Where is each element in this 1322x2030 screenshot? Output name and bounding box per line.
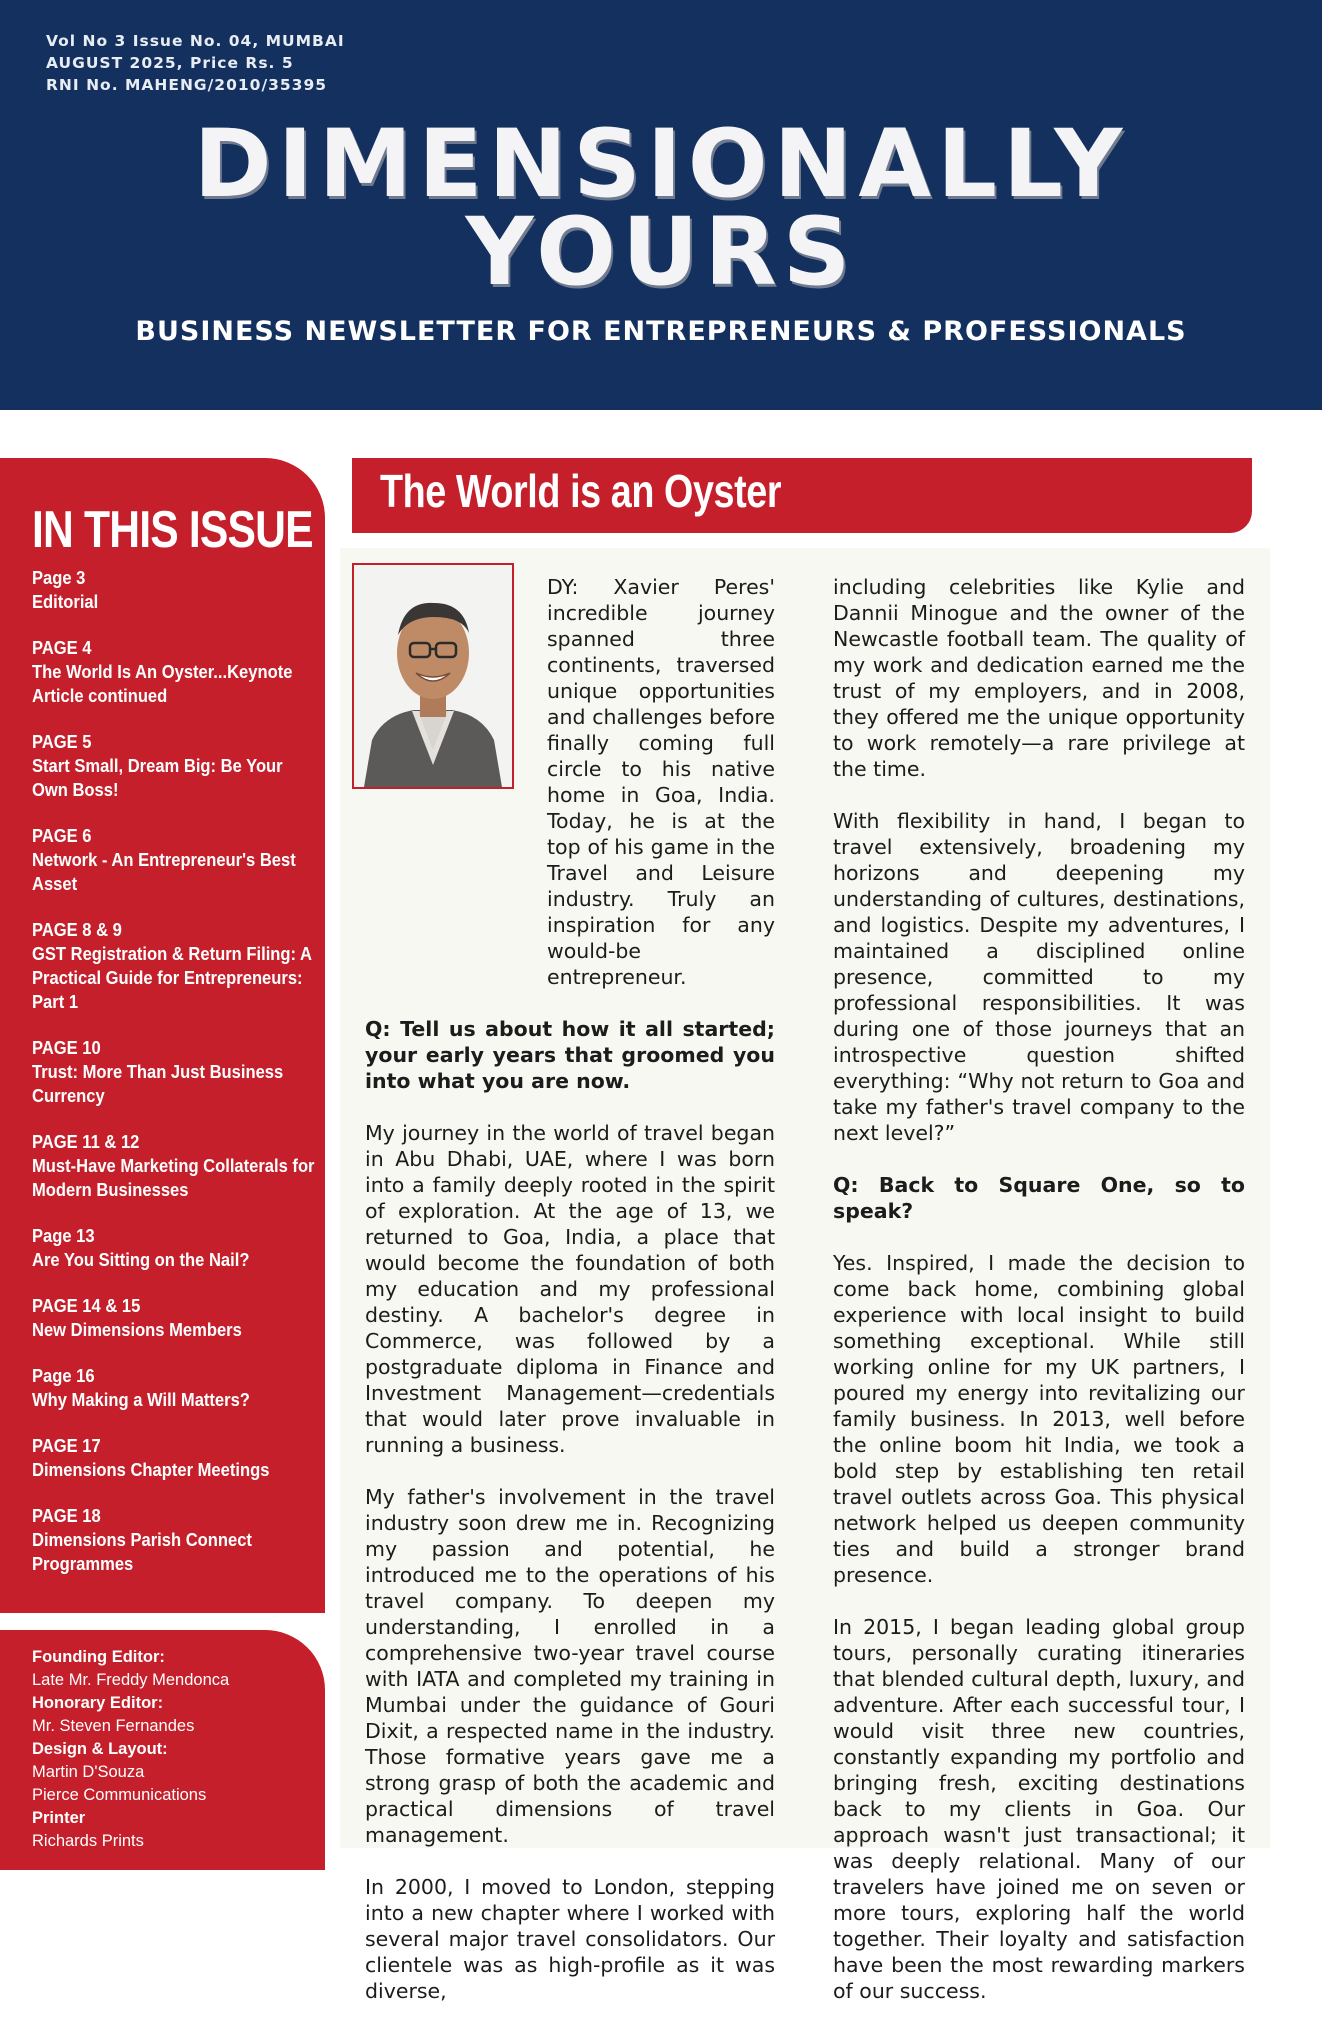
design-agency-name: Pierce Communications — [32, 1786, 207, 1804]
toc-page: Page 16 — [32, 1366, 95, 1386]
toc-title: Editorial — [32, 592, 99, 612]
toc-item[interactable] — [32, 1130, 317, 1202]
toc-item[interactable] — [32, 1434, 317, 1482]
toc-title: The World Is An Oyster...Keynote Article continued — [32, 662, 293, 706]
article-paragraph: In 2015, I began leading global group tours, personally curating itineraries that blended cultural depth, luxury, and adventure. After each successful tour, I would visit three new countries, constantly expanding my portfolio and bringing fresh, exciting destinations back to my clients in Goa. Our approach wasn't just transactional; it was deeply relational. Many of our travelers have joined me on seven or more tours, exploring half the world together. Their loyalty and satisfaction have been the most rewarding markers of our success. — [833, 1615, 1245, 2003]
interview-question: Q: Back to Square One, so to speak? — [833, 1173, 1245, 1223]
toc-title: Dimensions Chapter Meetings — [32, 1460, 270, 1480]
article-paragraph: Yes. Inspired, I made the decision to come back home, combining global experience with local insight to build something exceptional. While still working online for my UK partners, I poured my energy into revitalizing our family business. In 2013, well before the online boom hit India, we took a bold step by establishing ten retail travel outlets across Goa. This physical network helped us deepen community ties and build a stronger brand presence. — [833, 1251, 1245, 1587]
toc-page: PAGE 8 & 9 — [32, 920, 122, 940]
toc-title: Are You Sitting on the Nail? — [32, 1250, 250, 1270]
toc-item[interactable] — [32, 824, 317, 896]
toc-page: PAGE 5 — [32, 732, 92, 752]
toc-page: Page 3 — [32, 568, 86, 588]
article-column-left — [365, 574, 775, 2030]
toc-title: Dimensions Parish Connect Programmes — [32, 1530, 252, 1574]
toc-page: Page 13 — [32, 1226, 95, 1246]
founding-editor-label: Founding Editor: — [32, 1648, 165, 1666]
toc-page: PAGE 6 — [32, 826, 92, 846]
in-this-issue-panel — [0, 458, 325, 1613]
honorary-editor-label: Honorary Editor: — [32, 1694, 164, 1712]
article-paragraph: including celebrities like Kylie and Dannii Minogue and the owner of the Newcastle football team. The quality of my work and dedication earned me the trust of my employers, and in 2008, they offered me the unique opportunity to work remotely—a rare privilege at the time. — [833, 575, 1245, 781]
article-intro: DY: Xavier Peres' incredible journey spanned three continents, traversed unique opportunities and challenges before finally coming full circle to his native home in Goa, India. Today, he is at the top of his game in the Travel and Leisure industry. Truly an inspiration for any would-be entrepreneur. — [547, 575, 775, 989]
designer-name: Martin D'Souza — [32, 1763, 145, 1781]
toc-item[interactable] — [32, 566, 317, 614]
newsletter-title-line2: YOURS — [465, 198, 857, 307]
toc-page: PAGE 14 & 15 — [32, 1296, 141, 1316]
toc-item[interactable] — [32, 1036, 317, 1108]
credits-panel — [0, 1630, 325, 1870]
toc-page: PAGE 18 — [32, 1506, 101, 1526]
table-of-contents — [32, 566, 317, 1598]
honorary-editor-name: Mr. Steven Fernandes — [32, 1717, 195, 1735]
article-banner — [352, 458, 1252, 533]
newsletter-subtitle: BUSINESS NEWSLETTER FOR ENTREPRENEURS & PROFESSIONALS — [135, 316, 1187, 347]
issue-date-price: AUGUST 2025, Price Rs. 5 — [46, 54, 294, 72]
toc-item[interactable] — [32, 1364, 317, 1412]
toc-title: Must-Have Marketing Collaterals for Modern Businesses — [32, 1156, 315, 1200]
article-title: The World is an Oyster — [380, 465, 782, 517]
issue-volume: Vol No 3 Issue No. 04, MUMBAI — [46, 32, 345, 50]
article-paragraph: My journey in the world of travel began in Abu Dhabi, UAE, where I was born into a family deeply rooted in the spirit of exploration. At the age of 13, we returned to Goa, India, a place that would become the foundation of both my education and my professional destiny. A bachelor's degree in Commerce, was followed by a postgraduate diploma in Finance and Investment Management—credentials that would later prove invaluable in running a business. — [365, 1121, 775, 1457]
toc-title: New Dimensions Members — [32, 1320, 242, 1340]
interview-question: Q: Tell us about how it all started; your early years that groomed you into what you are now. — [365, 1017, 775, 1093]
toc-item[interactable] — [32, 1294, 317, 1342]
founding-editor-name: Late Mr. Freddy Mendonca — [32, 1671, 230, 1689]
printer-label: Printer — [32, 1809, 86, 1827]
article-column-right — [833, 574, 1245, 2030]
toc-page: PAGE 10 — [32, 1038, 101, 1058]
issue-meta — [46, 30, 345, 96]
design-layout-label: Design & Layout: — [32, 1740, 168, 1758]
toc-title: Why Making a Will Matters? — [32, 1390, 250, 1410]
toc-page: PAGE 17 — [32, 1436, 101, 1456]
toc-title: Trust: More Than Just Business Currency — [32, 1062, 284, 1106]
toc-item[interactable] — [32, 1504, 317, 1576]
toc-title: Start Small, Dream Big: Be Your Own Boss! — [32, 756, 283, 800]
toc-item[interactable] — [32, 1224, 317, 1272]
toc-page: PAGE 11 & 12 — [32, 1132, 140, 1152]
masthead — [0, 0, 1322, 410]
article-paragraph: In 2000, I moved to London, stepping into a new chapter where I worked with several major travel consolidators. Our clientele was as high-profile as it was diverse, — [365, 1875, 775, 2003]
toc-title: GST Registration & Return Filing: A Practical Guide for Entrepreneurs: Part 1 — [32, 944, 312, 1012]
toc-item[interactable] — [32, 918, 317, 1014]
printer-name: Richards Prints — [32, 1832, 144, 1850]
toc-title: Network - An Entrepreneur's Best Asset — [32, 850, 296, 894]
newsletter-title-line1: DIMENSIONALLY — [193, 110, 1129, 219]
toc-item[interactable] — [32, 636, 317, 708]
toc-page: PAGE 4 — [32, 638, 92, 658]
issue-rni: RNI No. MAHENG/2010/35395 — [46, 76, 328, 94]
article-paragraph: With flexibility in hand, I began to travel extensively, broadening my horizons and deepening my understanding of cultures, destinations, and logistics. Despite my adventures, I maintained a disciplined online presence, committed to my professional responsibilities. It was during one of those journeys that an introspective question shifted everything: “Why not return to Goa and take my father's travel company to the next level?” — [833, 809, 1245, 1145]
article-paragraph: My father's involvement in the travel industry soon drew me in. Recognizing my passion and potential, he introduced me to the operations of his travel company. To deepen my understanding, I enrolled in a comprehensive two-year travel course with IATA and completed my training in Mumbai under the guidance of Gouri Dixit, a respected name in the industry. Those formative years gave me a strong grasp of both the academic and practical dimensions of travel management. — [365, 1485, 775, 1847]
in-this-issue-heading: IN THIS ISSUE — [32, 501, 313, 559]
toc-item[interactable] — [32, 730, 317, 802]
